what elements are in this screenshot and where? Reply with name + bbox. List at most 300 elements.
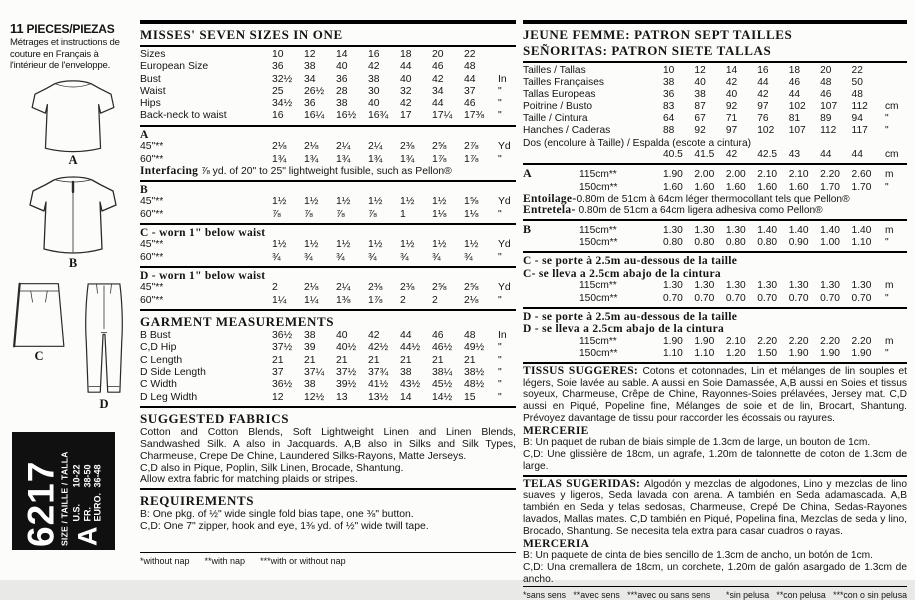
value-cell: 41.5 [694, 149, 715, 161]
value-cell: 21 [368, 354, 380, 366]
top-rule [140, 20, 516, 24]
row-label: Taille / Cintura [523, 113, 588, 125]
value-cell: 102 [788, 101, 806, 113]
row-label: C Width [140, 379, 177, 391]
value-cell: 97 [757, 101, 769, 113]
table-row [523, 293, 907, 305]
unit-cell: " [498, 153, 502, 165]
suggested-fabrics-text [140, 427, 516, 487]
top-front-illustration [24, 78, 122, 154]
value-cell: 42 [368, 61, 380, 73]
divider [523, 251, 907, 253]
divider [140, 406, 516, 408]
value-cell: 44 [851, 149, 863, 161]
value-cell: 20 [820, 65, 832, 76]
section-b-metric-table [523, 223, 907, 249]
value-cell: 36½ [272, 330, 293, 342]
pattern-number: 6217 [20, 460, 62, 547]
value-cell: 16 [272, 110, 284, 122]
table-row [140, 74, 516, 86]
value-cell: 40½ [336, 342, 357, 354]
value-cell: ¾ [432, 251, 441, 263]
value-cell: 107 [820, 101, 838, 113]
unit-cell: " [498, 342, 502, 354]
value-cell: 71 [725, 113, 738, 125]
value-cell: 112 [820, 125, 837, 137]
value-cell: 1.30 [725, 225, 746, 237]
value-cell: 12 [304, 49, 316, 60]
unit-cell: Yd [498, 239, 511, 251]
value-cell: 2¼ [336, 141, 351, 153]
garment-measurements-title: GARMENT MEASUREMENTS [140, 314, 335, 330]
table-row [523, 336, 907, 348]
section-d-yardage-table [140, 282, 516, 307]
value-cell: 1.60 [757, 181, 778, 193]
value-cell: ¾ [464, 251, 473, 263]
size-range-us: U.S. 10-22 [71, 464, 82, 522]
unit-cell: m [884, 225, 894, 237]
value-cell: 107 [788, 125, 806, 137]
row-label: 45"** [140, 141, 164, 153]
row-section-letter: B [523, 222, 532, 237]
divider [523, 163, 907, 165]
unit-cell: cm [884, 101, 899, 113]
figure-a-label: A [68, 152, 78, 167]
figure-c [10, 280, 68, 363]
value-cell: 1.30 [663, 280, 683, 292]
value-cell: 38 [304, 330, 316, 342]
value-cell: ¾ [304, 251, 313, 263]
value-cell: 1½ [464, 239, 479, 251]
divider [140, 488, 516, 490]
divider [523, 362, 907, 364]
value-cell: 44 [400, 330, 412, 342]
divider [523, 475, 907, 477]
value-cell: 1½ [432, 196, 447, 208]
value-cell: 36 [336, 73, 348, 85]
value-cell: 2 [272, 282, 278, 294]
value-cell: 40 [725, 89, 738, 101]
value-cell: 1.30 [663, 225, 683, 237]
value-cell: 37½ [336, 366, 357, 378]
value-cell: 1.30 [820, 280, 840, 292]
row-label: 45"** [140, 239, 164, 251]
value-cell: 48 [820, 77, 832, 89]
figure-b-label: B [68, 255, 78, 270]
figure-a [10, 78, 136, 167]
value-cell: 40 [336, 330, 348, 342]
unit-cell: Yd [498, 282, 511, 294]
row-label: 45"** [140, 282, 164, 294]
row-label: Tailles / Tallas [523, 65, 586, 76]
value-cell: 21 [336, 354, 348, 366]
value-cell: 1⅞ [464, 153, 479, 165]
value-cell: 44 [820, 149, 832, 161]
top-rule [523, 20, 907, 24]
table-row [523, 113, 907, 125]
value-cell: 26½ [304, 85, 325, 97]
value-cell: 0.70 [694, 292, 715, 304]
table-row [140, 196, 516, 208]
foreign-size-table [523, 65, 907, 138]
value-cell: 37¼ [304, 366, 325, 378]
value-cell: 14 [336, 49, 348, 60]
value-cell: 18 [400, 49, 412, 60]
section-a-metric-table [523, 167, 907, 193]
value-cell: 21 [400, 354, 412, 366]
table-row [140, 367, 516, 379]
text-line: Cotton and Cotton Blends, Soft Lightweight Linen and Linen Blends, Sandwashed Silk. A also in Jacquards. A,B also in Silks and Silk Types, Charmeuse, Crepe De Chine, Laundered Silks-Rayons, Matte Jerseys. [140, 426, 516, 462]
size-range-fr: FR. 38-50 [81, 464, 92, 522]
row-label: European Size [140, 61, 209, 73]
table-row [140, 252, 516, 264]
value-cell: 1¾ [368, 153, 383, 165]
value-cell: 38 [694, 89, 706, 101]
value-cell: 48 [464, 330, 476, 342]
value-cell: 42.5 [757, 149, 778, 161]
value-cell: 2 [400, 294, 406, 306]
value-cell: 1⅝ [464, 196, 479, 208]
unit-cell: Yd [498, 196, 511, 208]
english-panel [140, 20, 516, 566]
value-cell: 1½ [400, 239, 415, 251]
value-cell: 1.30 [694, 225, 715, 237]
value-cell: 16¾ [368, 110, 389, 122]
value-cell: 17¼ [432, 110, 453, 122]
size-letter: A [72, 526, 102, 546]
figure-c-label: C [34, 348, 44, 363]
value-cell: 2.10 [725, 335, 746, 347]
value-cell: 0.70 [820, 292, 840, 304]
value-cell: 92 [694, 125, 706, 137]
row-label: Bust [140, 73, 161, 85]
value-cell: 40 [694, 77, 706, 89]
row-label: 150cm** [579, 181, 618, 193]
value-cell: 1.30 [757, 280, 778, 292]
figure-d-label: D [99, 396, 109, 411]
value-cell: 1¾ [304, 153, 319, 165]
value-cell: 1.10 [663, 347, 683, 359]
value-cell: 1.90 [820, 347, 840, 359]
value-cell: 2⅞ [464, 141, 479, 153]
unit-cell: " [884, 237, 889, 249]
entretela-note: Entretela- 0.80m de 51cm a 64cm ligera adhesiva como Pellon® [523, 204, 823, 217]
row-label: 60"** [140, 208, 164, 220]
value-cell: 1½ [336, 239, 351, 251]
unit-cell: " [884, 181, 889, 193]
section-d-header: D - worn 1" below waist [140, 269, 266, 282]
unit-cell: " [884, 113, 889, 125]
unit-cell: " [498, 251, 502, 263]
table-row [140, 330, 516, 342]
mercerie-text [523, 437, 907, 472]
row-label: D Leg Width [140, 391, 198, 403]
value-cell: 32 [400, 85, 412, 97]
value-cell: 2¼ [368, 141, 383, 153]
back-waist-values [523, 149, 907, 161]
value-cell: 1.40 [851, 225, 872, 237]
french-note: Métrages et instructions de couture en Français à l'intérieur de l'enveloppe. [10, 37, 120, 72]
unit-cell: In [498, 73, 507, 85]
divider [140, 180, 516, 182]
value-cell: 38½ [464, 366, 485, 378]
suggested-fabrics-title: SUGGESTED FABRICS [140, 410, 290, 426]
requirements-title: REQUIREMENTS [140, 493, 255, 509]
unit-cell: " [498, 208, 502, 220]
table-row [523, 167, 907, 181]
value-cell: 1⅛ [464, 208, 479, 220]
value-cell: 1.60 [694, 181, 715, 193]
back-waist-label: Dos (encolure à Taille) / Espalda (escote a cintura) [523, 137, 752, 149]
value-cell: 36 [663, 89, 675, 101]
tissus-suggeres-text: TISSUS SUGGERES: Cotons et cotonnades, Lin et mélanges de lin souples et légers, Soie lavée au sable. A aussi en Soie Damassée, A,B aussi en Soies et tissus soyeux, Charmeuse, Crêpe de Chine, Rayonnes-Soies prélavées, Jersey mat. C,D aussi en Piqué, Popeline fine, Mélanges de soie et de lin, Brocart, Shantung. Prévoyez davantage de tissu pour raccorder les écossais ou rayures. [523, 364, 908, 424]
value-cell: 2 [432, 294, 438, 306]
value-cell: 1.50 [757, 347, 778, 359]
value-cell: 1½ [368, 239, 383, 251]
value-cell: 40.5 [663, 149, 683, 161]
value-cell: 43½ [400, 379, 421, 391]
value-cell: 0.70 [757, 292, 778, 304]
section-c-header: C - worn 1" below waist [140, 226, 266, 239]
row-label: Waist [140, 85, 166, 97]
table-row [140, 110, 516, 122]
value-cell: 2.20 [788, 335, 809, 347]
value-cell: 1¾ [272, 153, 287, 165]
value-cell: 50 [851, 77, 863, 89]
value-cell: 1¼ [304, 294, 319, 306]
value-cell: 94 [851, 113, 863, 125]
divider [523, 307, 907, 309]
value-cell: ⅞ [368, 208, 377, 220]
value-cell: 1.30 [788, 280, 809, 292]
value-cell: 1.40 [757, 225, 778, 237]
text-line: B: One pkg. of ½" wide single fold bias tape, one ⅜" button. [140, 509, 414, 521]
value-cell: 2⅛ [304, 141, 319, 153]
value-cell: 42½ [368, 342, 389, 354]
divider [140, 223, 516, 225]
value-cell: 1¾ [400, 153, 415, 165]
value-cell: 42 [368, 330, 380, 342]
text-line: C,D: One 7" zipper, hook and eye, 1⅜ yd. of ½" wide twill tape. [140, 521, 429, 533]
table-row [523, 237, 907, 249]
row-label: Poitrine / Busto [523, 101, 593, 113]
value-cell: 21 [304, 354, 316, 366]
value-cell: 34 [432, 85, 444, 97]
table-row [523, 89, 907, 101]
english-size-table [140, 49, 516, 123]
value-cell: 38 [400, 366, 412, 378]
unit-cell: " [498, 379, 502, 391]
top-back-illustration [23, 173, 123, 257]
unit-cell: " [498, 366, 502, 378]
size-ranges [71, 464, 102, 521]
pieces-label: PIECES/PIEZAS [26, 22, 115, 36]
divider [140, 266, 516, 268]
unit-cell: Yd [498, 141, 511, 153]
value-cell: 16 [368, 49, 380, 60]
value-cell: 0.70 [663, 292, 683, 304]
value-cell: 44½ [400, 342, 421, 354]
value-cell: 10 [272, 49, 284, 60]
value-cell: ¾ [336, 251, 345, 263]
value-cell: 10 [663, 65, 675, 76]
value-cell: 39 [304, 342, 316, 354]
table-row [140, 392, 516, 404]
text-line: B: Un paquet de ruban de biais simple de 1.3cm de large, un bouton de 1cm. [523, 437, 871, 449]
value-cell: 83 [663, 101, 675, 113]
value-cell: 2.00 [694, 169, 715, 181]
text-line: C,D also in Pique, Poplin, Silk Linen, Brocade, Shantung. [140, 462, 404, 474]
pattern-number-block [12, 432, 115, 550]
value-cell: 0.80 [757, 237, 778, 249]
table-row [140, 49, 516, 61]
table-row [140, 209, 516, 221]
unit-cell: " [498, 294, 502, 306]
nap-footnote-french: *sans sens **avec sens ***avec ou sans sens [523, 589, 711, 600]
row-label: Back-neck to waist [140, 110, 227, 122]
pattern-number-rotated [15, 435, 112, 547]
value-cell: 0.90 [788, 237, 809, 249]
nap-footnote-spanish: *sin pelusa **con pelusa ***con o sin pelusa [726, 589, 907, 600]
value-cell: 46 [432, 330, 444, 342]
value-cell: 17 [400, 110, 412, 122]
value-cell: 36½ [272, 379, 293, 391]
value-cell: 45½ [432, 379, 453, 391]
value-cell: 1.60 [788, 181, 809, 193]
value-cell: 37 [272, 366, 284, 378]
value-cell: 21 [432, 354, 444, 366]
value-cell: 41½ [368, 379, 389, 391]
value-cell: ⅞ [304, 208, 313, 220]
section-d-header-fr: D - se porte à 2.5m au-dessous de la taille [523, 310, 738, 323]
value-cell: 2.20 [851, 335, 872, 347]
text-line: B: Un paquete de cinta de bies sencillo de 1.3cm de ancho, un botón de 1cm. [523, 550, 874, 562]
telas-sugeridas-text: TELAS SUGERIDAS: Algodón y mezclas de algodones, Lino y mezclas de lino suaves y ligeros, Seda lavada con arena. A también en Seda adamascada. A,B también en Seda y telas sedosas, Charmeuse, Crepé De China, Sedas-Rayones lavados, Mallas mates. C,D también en Piqué, Popelina fina, Mezclas de seda y lino, Brocado, Shantung. Se necesita tela extra para casar cuadros o rayas. [523, 477, 908, 537]
table-row [523, 348, 907, 360]
unit-cell: " [884, 125, 889, 137]
value-cell: 1½ [432, 239, 447, 251]
value-cell: 1.40 [820, 225, 840, 237]
nap-footnote-english: *without nap **with nap ***with or without nap [140, 552, 516, 566]
value-cell: 39½ [336, 379, 357, 391]
table-row [523, 280, 907, 292]
value-cell: 2.60 [851, 169, 872, 181]
value-cell: 48 [464, 61, 476, 73]
value-cell: 15 [464, 391, 476, 403]
divider [140, 309, 516, 311]
value-cell: 34 [304, 73, 316, 85]
value-cell: 64 [663, 113, 675, 125]
value-cell: 21 [272, 354, 284, 366]
figure-b [10, 173, 136, 270]
value-cell: 16 [757, 65, 769, 76]
value-cell: ¾ [368, 251, 377, 263]
divider [140, 45, 516, 47]
value-cell: 12 [272, 391, 284, 403]
value-cell: 1½ [336, 196, 351, 208]
value-cell: 17⅜ [464, 110, 485, 122]
value-cell: 2⅜ [400, 282, 415, 294]
value-cell: ¾ [272, 251, 281, 263]
value-cell: 46 [820, 89, 832, 101]
divider [523, 219, 907, 221]
value-cell: 88 [663, 125, 675, 137]
value-cell: 1 [400, 208, 406, 220]
pieces-count: 11 [10, 21, 24, 36]
value-cell: 2.00 [725, 169, 746, 181]
value-cell: 37¾ [368, 366, 389, 378]
unit-cell: " [498, 98, 502, 110]
value-cell: 42 [725, 149, 738, 161]
unit-cell: " [884, 347, 889, 359]
value-cell: 44 [788, 89, 801, 101]
value-cell: 1¾ [336, 153, 351, 165]
row-label: Sizes [140, 49, 166, 60]
value-cell: 21 [464, 354, 476, 366]
garment-measurements-table [140, 330, 516, 404]
value-cell: 1.60 [725, 181, 746, 193]
row-label: 115cm** [579, 225, 617, 237]
value-cell: 42 [400, 98, 412, 110]
value-cell: 81 [788, 113, 801, 125]
value-cell: 0.80 [663, 237, 683, 249]
value-cell: 112 [851, 101, 868, 113]
table-row [140, 342, 516, 354]
table-row [523, 125, 907, 137]
size-range-euro: EURO. 36-48 [92, 464, 103, 522]
value-cell: 2.10 [788, 169, 809, 181]
unit-cell: " [884, 292, 889, 304]
value-cell: 2⅝ [432, 282, 447, 294]
section-d-metric-table [523, 336, 907, 360]
value-cell: 2.20 [820, 169, 840, 181]
value-cell: 0.70 [725, 292, 746, 304]
value-cell: 46 [788, 77, 801, 89]
unit-cell: m [884, 169, 894, 181]
value-cell: 46 [432, 61, 444, 73]
pants-illustration [76, 280, 132, 398]
unit-cell: " [498, 110, 502, 122]
value-cell: 36 [272, 61, 284, 73]
value-cell: 14½ [432, 391, 453, 403]
value-cell: 1.90 [663, 335, 683, 347]
left-panel [10, 22, 136, 411]
section-c-header-es: C- se lleva a 2.5cm abajo de la cintura [523, 267, 721, 280]
row-label: 115cm** [579, 280, 617, 292]
value-cell: 2.10 [757, 169, 778, 181]
value-cell: 48 [851, 89, 863, 101]
table-row [140, 355, 516, 367]
value-cell: 92 [725, 101, 738, 113]
row-label: C,D Hip [140, 342, 177, 354]
value-cell: 2⅛ [304, 282, 319, 294]
value-cell: 2⅛ [272, 141, 287, 153]
value-cell: 1½ [304, 239, 319, 251]
value-cell: 32½ [272, 73, 293, 85]
value-cell: 38 [336, 98, 348, 110]
row-label: 150cm** [579, 292, 618, 304]
value-cell: 1.70 [851, 181, 872, 193]
value-cell: 87 [694, 101, 706, 113]
value-cell: 1.90 [663, 169, 683, 181]
value-cell: 1.30 [694, 280, 715, 292]
row-label: Hips [140, 98, 161, 110]
table-row [140, 141, 516, 153]
value-cell: 44 [464, 73, 476, 85]
value-cell: 2.20 [757, 335, 778, 347]
value-cell: 1.40 [788, 225, 809, 237]
value-cell: 1.30 [725, 280, 746, 292]
